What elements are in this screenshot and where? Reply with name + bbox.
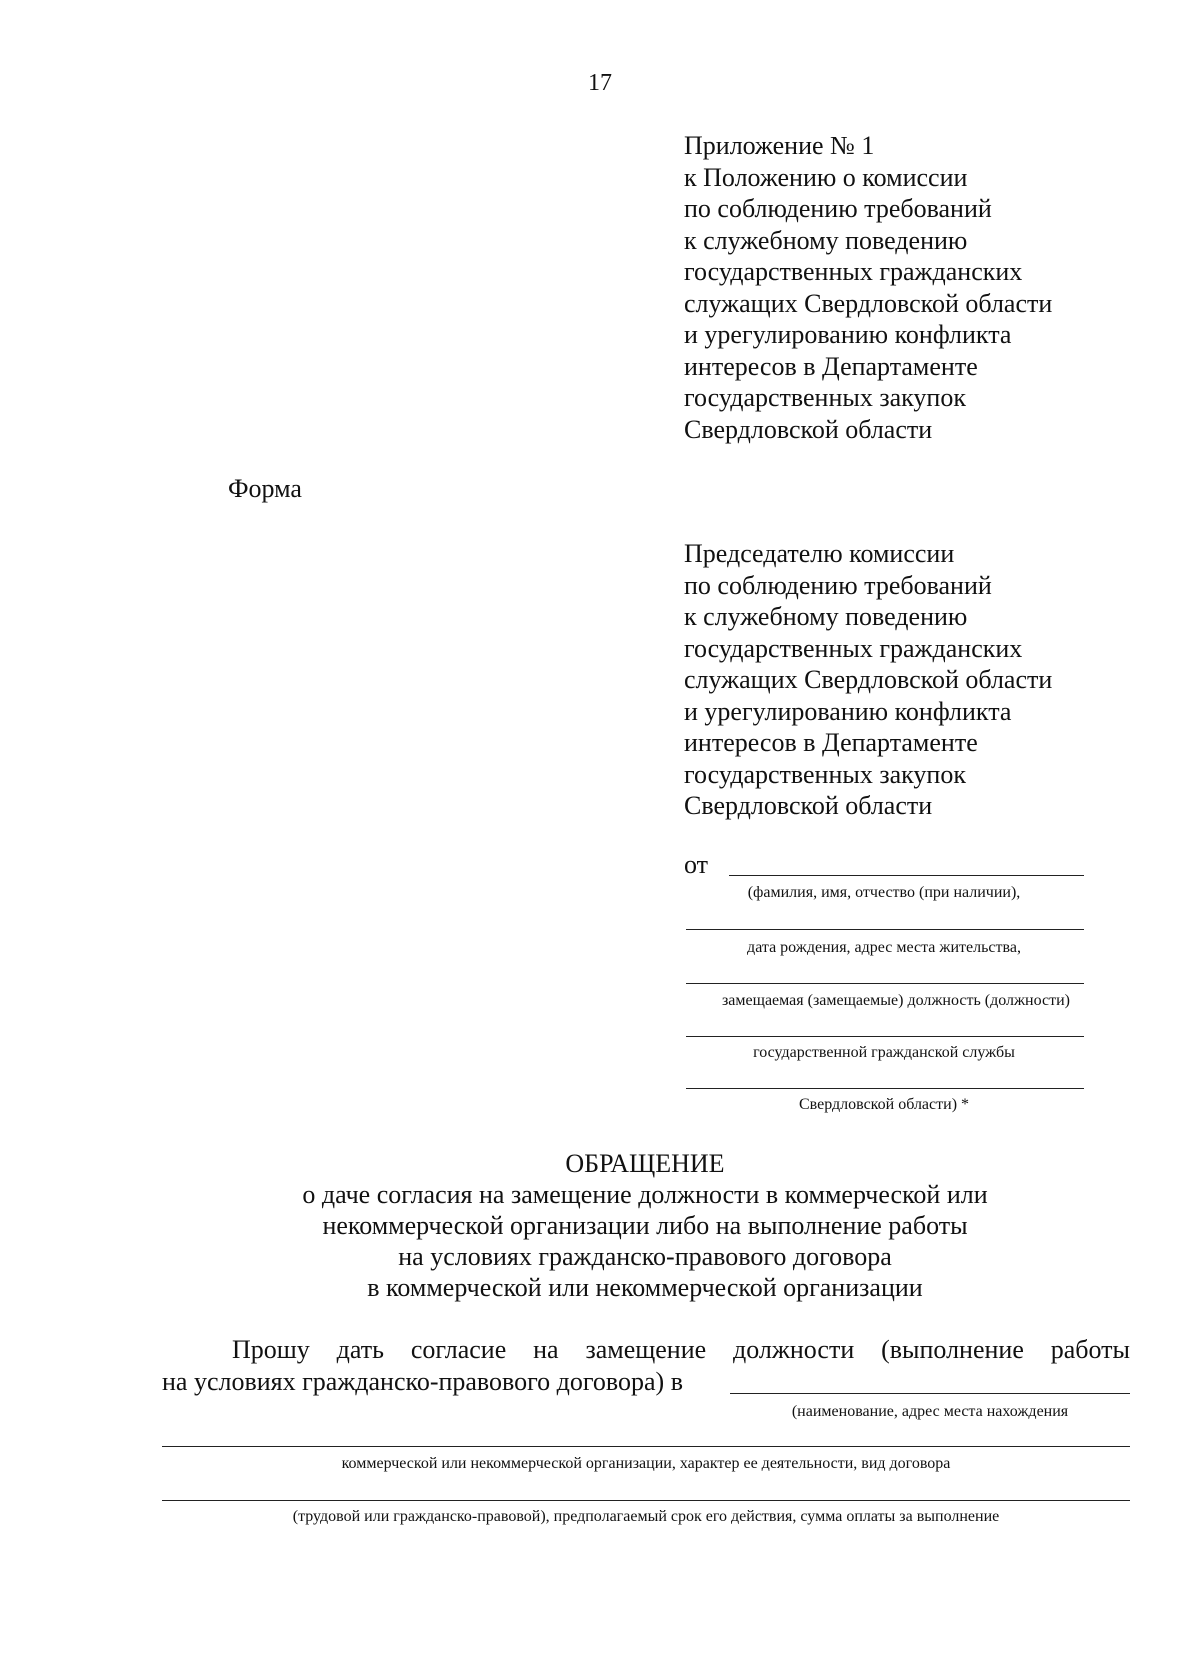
page-number: 17 (588, 70, 612, 96)
annex-line: государственных гражданских (684, 257, 1023, 286)
title-line: в коммерческой или некоммерческой организации (367, 1273, 923, 1302)
addressee-line: государственных гражданских (684, 633, 1023, 663)
sender-region-field[interactable] (686, 1088, 1084, 1089)
annex-line: Свердловской области (684, 414, 933, 444)
addressee-block (684, 538, 1052, 822)
sender-hint-region: Свердловской области) * (798, 1096, 970, 1113)
addressee-line: государственных закупок (684, 759, 966, 789)
annex-line: государственных закупок (684, 383, 966, 412)
sender-hint-birth-address: дата рождения, адрес места жительства, (747, 939, 1021, 956)
from-label: от (684, 850, 709, 879)
organization-details-field[interactable] (162, 1446, 1130, 1447)
request-word: работы (1050, 1335, 1130, 1364)
annex-line: к Положению о комиссии (684, 162, 968, 192)
title-line: некоммерческой организации либо на выполнение работы (322, 1211, 968, 1240)
addressee-line: Свердловской области (684, 791, 933, 820)
sender-hint-position: замещаемая (замещаемые) должность (должности) (721, 992, 1070, 1009)
annex-reference (684, 130, 1052, 445)
document-title (0, 1148, 1200, 1303)
annex-line: по соблюдению требований (684, 194, 992, 223)
sender-position-field[interactable] (686, 983, 1084, 984)
sender-name-field[interactable] (729, 875, 1084, 876)
sender-service-field[interactable] (686, 1036, 1084, 1037)
contract-details-field[interactable] (162, 1500, 1130, 1501)
request-word: должности (733, 1335, 855, 1364)
annex-line: служащих Свердловской области (684, 288, 1053, 318)
addressee-line: служащих Свердловской области (684, 665, 1053, 694)
addressee-line: интересов в Департаменте (684, 728, 978, 757)
from-row (684, 850, 1084, 884)
form-label: Форма (228, 474, 302, 503)
request-word: согласие (410, 1335, 507, 1364)
sender-hint-service: государственной гражданской службы (753, 1044, 1015, 1061)
request-line-1 (232, 1335, 1130, 1365)
addressee-line: по соблюдению требований (684, 570, 992, 600)
title-heading: ОБРАЩЕНИЕ (565, 1149, 725, 1178)
request-word: на (533, 1335, 559, 1364)
request-word: замещение (585, 1335, 707, 1364)
annex-line: Приложение № 1 (684, 131, 875, 160)
annex-line: к служебному поведению (684, 225, 968, 255)
organization-hint: (наименование, адрес места нахождения (791, 1403, 1069, 1420)
addressee-line: к служебному поведению (684, 602, 968, 631)
title-line: на условиях гражданско-правового договора (398, 1242, 892, 1271)
organization-details-hint: коммерческой или некоммерческой организации, характер ее деятельности, вид договора (341, 1455, 951, 1472)
request-word: Прошу (232, 1335, 310, 1364)
addressee-line: и урегулированию конфликта (684, 696, 1012, 726)
annex-line: и урегулированию конфликта (684, 320, 1012, 349)
request-line-2: на условиях гражданско-правового договора) в (162, 1367, 683, 1396)
contract-details-hint: (трудовой или гражданско-правовой), предполагаемый срок его действия, сумма оплаты за выполнение (292, 1508, 1000, 1525)
sender-birth-address-field[interactable] (686, 929, 1084, 930)
annex-line: интересов в Департаменте (684, 351, 978, 381)
title-line: о даче согласия на замещение должности в коммерческой или (302, 1180, 988, 1209)
request-word: дать (336, 1335, 384, 1364)
addressee-line: Председателю комиссии (684, 539, 955, 568)
sender-hint-name: (фамилия, имя, отчество (при наличии), (747, 884, 1021, 901)
organization-field[interactable] (730, 1393, 1130, 1394)
request-word: (выполнение (881, 1335, 1024, 1364)
